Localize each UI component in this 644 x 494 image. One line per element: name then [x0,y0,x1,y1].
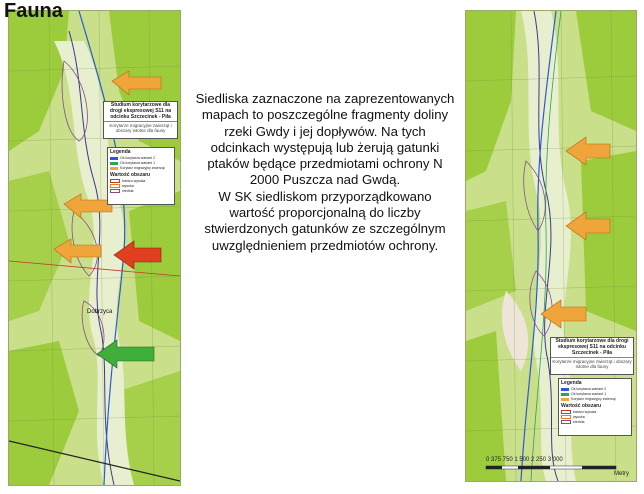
description-line-5: ptaków będące przedmiotami ochrony N [207,156,443,172]
left-legend-item-2: Oś korytarza wariant 1 [110,161,174,166]
left-legend [107,147,175,205]
right-study-title: Studium korytarzowe dla drogi ekspresowej S11 na odcinku Szczecinek - Piła [555,338,629,356]
habitat-description [190,91,460,254]
left-legend-item-1: Oś korytarza wariant 2 [110,156,174,161]
description-line-1: Siedliska zaznaczone na zaprezentowanych [195,91,455,106]
description-line-8: wartość proporcjonalną do liczby [229,205,421,221]
right-scale-label: 0 375 750 1 500 2 250 3 000 [486,457,563,463]
right-legend [558,378,632,436]
left-study-title: Studium korytarzowe dla drogi ekspresowej S11 na odcinku Szczecinek - Piła [109,102,172,120]
right-value-item-1: bardzo wysoka [561,410,631,415]
right-legend-title: Legenda [561,380,582,386]
description-line-6: 2000 Puszcza nad Gwdą. [249,172,401,188]
left-place-label: Dobrzyca [87,309,113,315]
slide-title: Fauna [4,0,63,22]
right-legend-item-2: Oś korytarza wariant 1 [561,392,631,397]
description-line-4: odcinkach występują lub żerują gatunki [210,139,440,155]
right-study-subtitle: Korytarze migracyjne zwierząt i obszary istotne dla fauny [552,359,632,369]
right-value-title: Wartość obszaru [561,403,602,409]
left-value-item-1: bardzo wysoka [110,179,174,184]
right-legend-item-3: Korytarz migracyjny zwierząt [561,397,631,402]
right-value-item-3: średnia [561,420,631,425]
description-line-2: mapach to poszczególne fragmenty doliny [201,107,449,123]
description-line-7: W SK siedliskom przyporządkowano [218,188,432,204]
description-line-9: stwierdzonych gatunków ze szczególnym [204,221,446,237]
right-scale-bar [486,466,616,469]
left-study-title-box [103,101,178,139]
right-study-title-box [550,337,634,375]
left-study-subtitle: Korytarze migracyjne zwierząt i obszary istotne dla fauny [104,121,177,133]
right-scale-unit: Metry [614,471,629,477]
right-value-item-2: wysoka [561,415,631,420]
right-habitat-map [465,10,637,482]
description-line-10: uwzględnieniem przedmiotów ochrony. [211,237,439,253]
left-value-item-2: wysoka [110,184,174,189]
left-value-title: Wartość obszaru [110,172,151,178]
description-line-3: rzeki Gwdy i jej dopływów. Na tych [224,123,426,139]
left-map-graphic [9,11,180,485]
left-legend-item-3: Korytarz migracyjny zwierząt [110,166,174,171]
left-legend-title: Legenda [110,149,131,155]
left-value-item-3: średnia [110,189,174,194]
left-habitat-map [8,10,181,486]
right-legend-item-1: Oś korytarza wariant 2 [561,387,631,392]
